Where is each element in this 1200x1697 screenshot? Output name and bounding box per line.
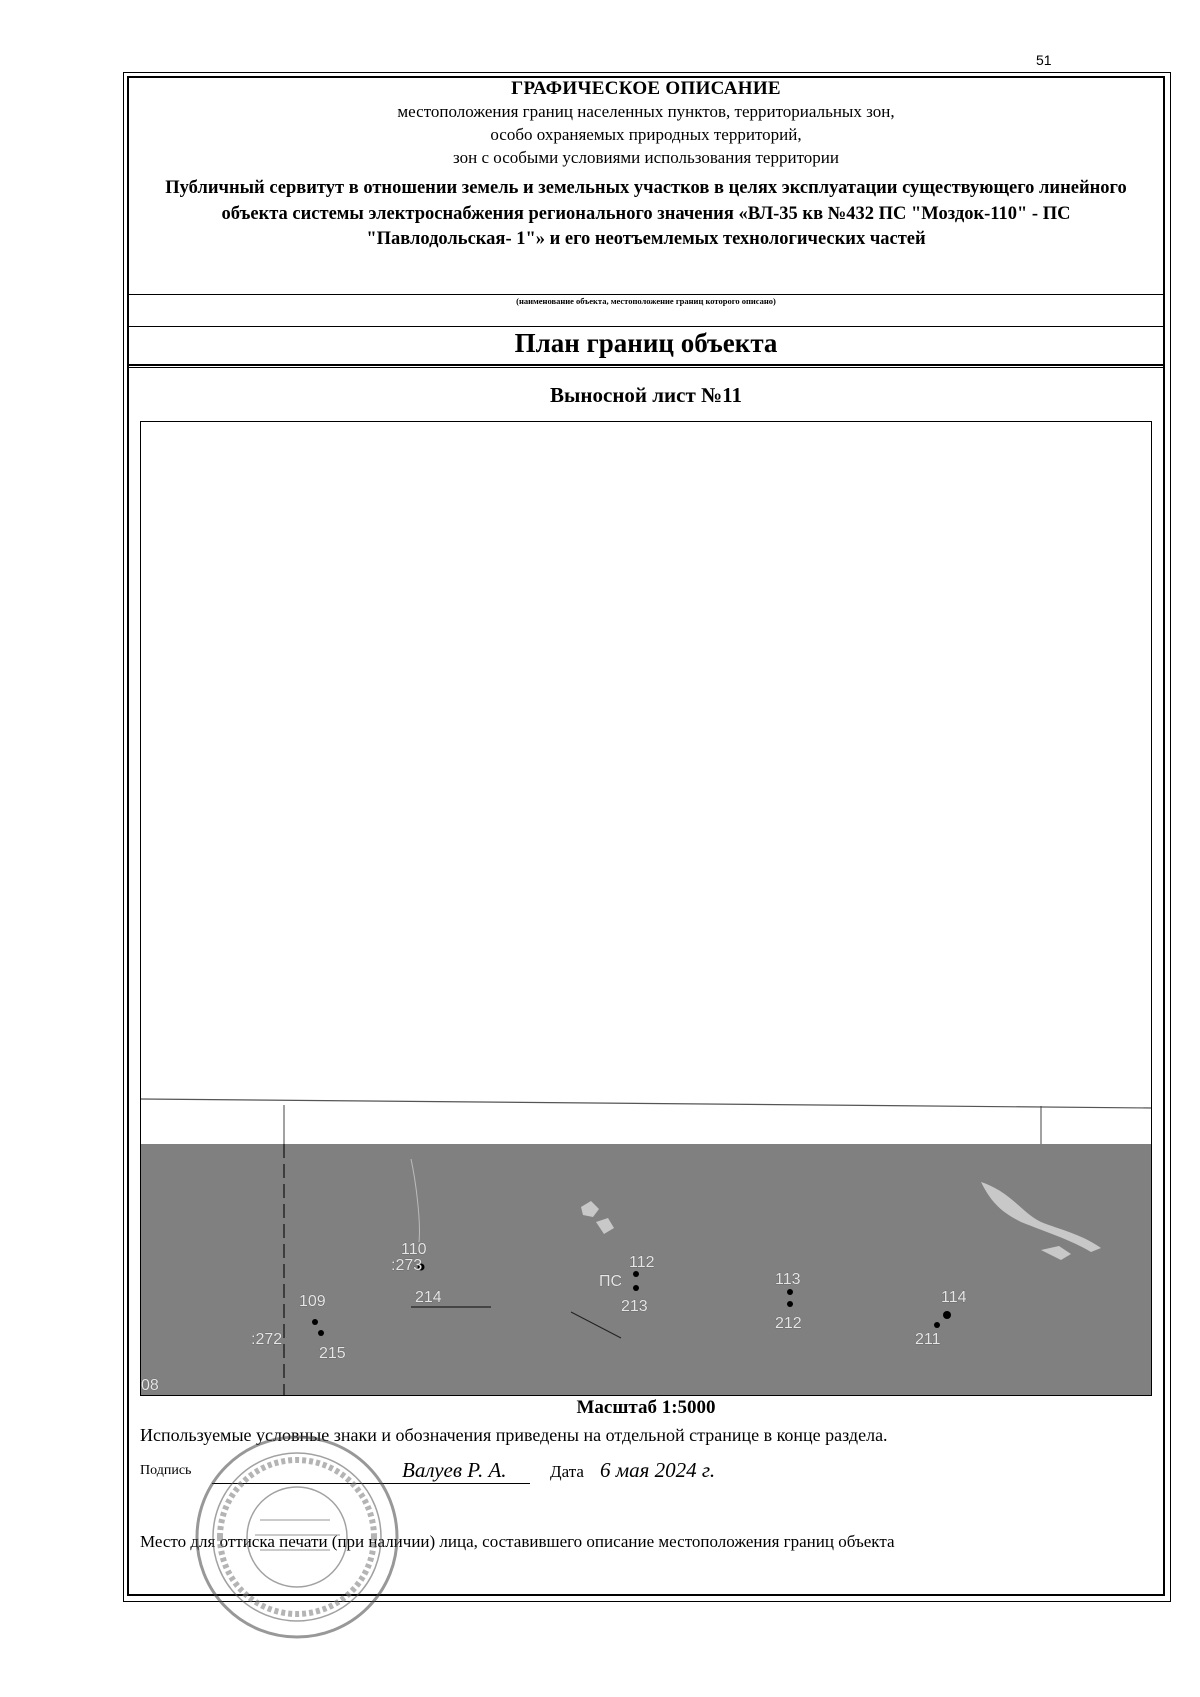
seal-stamp	[190, 1430, 405, 1645]
map-point	[787, 1301, 793, 1307]
subtitle-line-1: местоположения границ населенных пунктов, территориальных зон,	[397, 102, 895, 121]
point-label-114: 114	[941, 1289, 967, 1306]
page-number: 51	[1036, 52, 1052, 68]
header-block	[129, 78, 1163, 253]
document-title: ГРАФИЧЕСКОЕ ОПИСАНИЕ	[511, 78, 781, 99]
map-point	[633, 1285, 639, 1291]
subtitle-line-2: особо охраняемых природных территорий,	[490, 125, 802, 144]
point-label-110: 110	[401, 1241, 427, 1258]
point-label-113: 113	[775, 1271, 801, 1288]
signer-name: Валуев Р. А.	[402, 1458, 507, 1482]
plan-title: План границ объекта	[514, 328, 778, 358]
point-label-214: 214	[415, 1289, 442, 1306]
boundary-map	[140, 421, 1152, 1396]
object-caption: (наименование объекта, местоположение границ которого описано)	[516, 296, 776, 306]
point-label-272: :272	[251, 1331, 283, 1348]
point-label-212: 212	[775, 1315, 802, 1332]
point-label-corner: 08	[141, 1377, 159, 1394]
legend-note: Используемые условные знаки и обозначения приведены на отдельной странице в конце раздела.	[140, 1425, 888, 1445]
header-divider-2	[129, 326, 1163, 327]
object-name: Публичный сервитут в отношении земель и земельных участков в целях эксплуатации существующего линейного объекта системы электроснабжения регионального значения «ВЛ-35 кв №432 ПС "Моздок-110" - ПС "Павлодольская- 1"» и его неотъемлемых технологических частей	[165, 178, 1127, 249]
point-label-211: 211	[915, 1331, 941, 1348]
date-label: Дата	[550, 1462, 584, 1481]
sheet-title: Выносной лист №11	[550, 383, 742, 407]
point-label-112: 112	[629, 1254, 655, 1271]
header-divider-1	[129, 294, 1163, 295]
map-point	[312, 1319, 318, 1325]
subtitle-line-3: зон с особыми условиями использования территории	[453, 148, 839, 167]
seal-note: Место для оттиска печати (при наличии) лица, составившего описание местоположения границ объекта	[140, 1532, 895, 1551]
signature-label: Подпись	[140, 1463, 192, 1478]
map-point	[633, 1271, 639, 1277]
map-point	[934, 1322, 940, 1328]
date-value: 6 мая 2024 г.	[600, 1458, 716, 1482]
point-label-273: :273	[391, 1257, 423, 1274]
plan-divider	[127, 364, 1165, 368]
map-canvas	[141, 422, 1152, 1396]
map-point	[787, 1289, 793, 1295]
point-label-213: 213	[621, 1298, 648, 1315]
point-label-ps: ПС	[599, 1273, 623, 1290]
map-point	[943, 1311, 951, 1319]
point-label-215: 215	[319, 1345, 346, 1362]
map-point	[318, 1330, 324, 1336]
point-label-109: 109	[299, 1293, 326, 1310]
scale-label: Масштаб 1:5000	[576, 1397, 716, 1418]
